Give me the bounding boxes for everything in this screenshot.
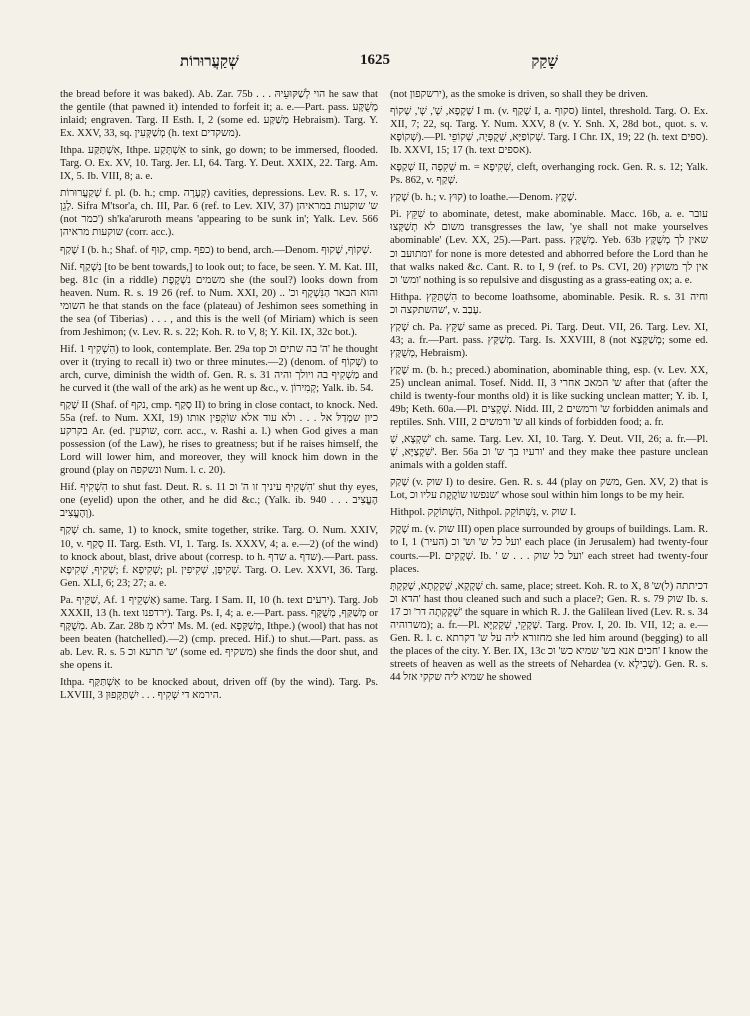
- entry-paragraph: שֶׁקֶץ m. (b. h.; preced.) abomination, abominable thing, esp. (v. Lev. XX, 25) unclean animal. Tosef. Nidd. II, 3 ש' המאכ אחרי after that (after the child is twenty-four months old) it is like sucking unclean matter; Y. ib. I, 49b; Keth. 60a.—Pl. שְׁקָצִים. Nidd. III, 2 ש' ורמשים forbidden animals and reptiles. Snh. VIII, 2 ש' ורמשים all kinds of forbidden food; a. fr.: [390, 364, 708, 429]
- entry-paragraph: שְׁקָקָא, שְׁקַקְתָא, שְׁקַקְתְּ ch. same, place; street. Koh. R. to X, 8 דכיתתה (ל)ש' הדא וכ' hast thou cleaned such and such a place?; Gen. R. s. 79 שוק Ib. s. 17 שְׁקָקְתָה דר' וכ' the square in which R. J. the Galilean lived (Lev. R. s. 34 משרוהיה); a. fr.—Pl. שְׁקָקֵי, שְׁקָקַיָּא. Targ. Prov. I, 20. Ib. VII, 12; a. e.—Gen. R. l. c. מחזורא ליה על ש' דקרתא she led him around (begging) to all the places of the city. Y. Ber. IX, 13c חכים אנא בש' שמיא כש' וכ' I know the streets of heaven as well as the streets of Nehardea (v. שְׁבִילָא). Gen. R. s. 44 שמיא ליה שקקי אזל he showed: [390, 580, 708, 683]
- entry-paragraph: שָׁקַץ (b. h.; v. קוּץ) to loathe.—Denom. שֶׁקֶץ.: [390, 192, 577, 204]
- entry-paragraph: שְׁקַץ ch. Pa. שַׁקֵּץ same as preced. Pi. Targ. Deut. VII, 26. Targ. Lev. XI, 43; a. fr.—Part. pass. מְשַׁקַּץ. Targ. Is. XXVIII, 8 (not מְשַׁקְּצַא; some ed. מְשֻׁקָּץ, Hebraism).: [390, 321, 708, 359]
- entry-paragraph: Hif. הִשְׁקִיף to shut fast. Deut. R. s. 11 הִשְׁקִיף עיניך זו ה' וכ' shut thy eyes, one (eyelid) upon the other, and he did &c.; (Yalk. ib. 940 הֶעֱצִיב . . . וְהֶעֱצִיב).: [60, 482, 378, 520]
- entry-paragraph: the bread before it was baked). Ab. Zar. 75b . . . הוי לְשַׁקּוּעֵיהּ he saw that the gentile (that pawned it) intended to forfeit it; a. e.—Part. pass. מְשֻׁקָּע inlaid; engraven. Targ. II Esth. I, 2 (some ed. מְשַׁקַּע Hebraism). Targ. Y. Ex. XXV, 33, sq. מְשַׁקְּעִין (h. text משקדים).: [60, 89, 378, 140]
- running-header: [0, 50, 750, 70]
- header-left-guide-word: שְׁקַעֲרוּרוֹת: [180, 52, 239, 70]
- left-column: [60, 88, 378, 1008]
- right-column: [390, 88, 708, 1008]
- entry-paragraph: שְׁקָפָא, שְׁ', שְׁ', שְׁקוֹף I m. (v. שָׁקַף I, a. סקוף) lintel, threshold. Targ. O. Ex. XII, 7; 22, sq. Targ. Y. Num. XXV, 8 (v. Y. Snh. X, 28d bot., quot. s. v. שְׁקוֹפָא).—Pl. שְׁקוֹפַיָּא, שְׁקֻפְּיָה, שְׁקוֹפֵי. Targ. I Chr. IX, 19; 22 (h. text ספים). Ib. XXVI, 15; 17 (h. text אספים).: [390, 106, 708, 157]
- entry-paragraph: Nif. נִשְׁקַף [to be bent towards,] to look out; to face, be seen. Y. M. Kat. III, beg. 81c (in a riddle) משמים נִשְׁקֶפֶת she (the soul?) looks down from heaven. Num. R. s. 19 26 (ref. to Num. XXI, 20) והוא הבאר הַנִּשְׁקָף וכ' .. השומי he that stands on the face (plateau) of Jeshimon sees something in the sea (of Tiberias) . . . , and this is the well (of Miriam) which is seen from Jeshimon; (v. Lev. R. s. 22; Koh. R. to V, 8; Y. Kil. IX, 32c bot.).: [60, 261, 378, 338]
- entry-paragraph: Ithpa. אִשְׁתַּקַּף to be knocked about, driven off (by the wind). Targ. Ps. LXVIII, 3 הירמא די שְׁקִיף . . . יִשְׁתַּקְּפוּן.: [60, 676, 378, 702]
- entry-paragraph: שִׁקְצָא, שְׁ' ch. same. Targ. Lev. XI, 10. Targ. Y. Deut. VII, 26; a. fr.—Pl. שִׁקְצַיָּא, שְׁ'. Ber. 56a ורעיו בך ש' וכ' and they make thee pasture unclean animals with a golden staff.: [390, 434, 708, 472]
- entry-paragraph: Ithpa. אִשְׁתַּקַּע, Ithpe. אִשְׁתְּקַע to sink, go down; to be immersed, flooded. Targ. O. Ex. XV, 10. Targ. Jer. LI, 64. Targ. Y. Deut. XXIX, 22. Targ. Am. IX, 5. Ib. VIII, 8; a. e.: [60, 145, 378, 183]
- entry-paragraph: Hithpol. הִשְׁתּוֹקֵק, Nithpol. נִשְׁתּוֹקֵק, v. שוק I.: [390, 507, 577, 519]
- entry-paragraph: Hithpa. הִשְׁתַּקֵּץ to become loathsome, abominable. Pesik. R. s. 31 וחיה שהשתקצה וכ', v. עָבַב.: [390, 291, 708, 316]
- entry-paragraph: שְׁקַעֲרוּרוֹת f. pl. (b. h.; cmp. קְעָרָה) cavities, depressions. Lev. R. s. 17, v. לָגֵן. Sifra M'tsor'a, ch. III, Par. 6 (ref. to Lev. XIV, 37) ש' שוקעות במראיהן (not כמר') sh'ka'aruroth means 'appearing to be sunk in'; Yalk. Lev. 566 שוקעות מראיהן (corr. acc.).: [60, 188, 378, 239]
- entry-paragraph: שָׁקַף I (b. h.; Shaf. of קוּף, cmp. כפף) to bend, arch.—Denom. שְׁקוֹף, שָׁקוּף.: [60, 244, 372, 256]
- entry-paragraph: Hif. הִשְׁקִיף 1) to look, contemplate. Ber. 29a top ה' בה שתים וכ' he thought over it (trying to recall it) two or three minutes.—2) (denom. of שְׁקוֹף) to arch, curve, diminish the width of. Gen. R. s. 31 מַשְׁקִיף בה ויולך והיה and he curved it (the wall of the ark) as he went up &c., v. קְמִירוֹן; Yalk. ib. 54.: [60, 343, 378, 394]
- page-number: 1625: [360, 52, 390, 68]
- entry-paragraph: שְׁקַפָא II, שְׁקִפָה m. = שְׁקִיפָא, cleft, overhanging rock. Gen. R. s. 12; Yalk. Ps. 862, v. שְׁקַף.: [390, 162, 708, 187]
- entry-paragraph: (not ירשקפון), as the smoke is driven, so shall they be driven.: [390, 89, 649, 100]
- entry-paragraph: שְׁקַף ch. same, 1) to knock, smite together, strike. Targ. O. Num. XXIV, 10, v. סְקַף II. Targ. Esth. VI, 1. Targ. Is. XXXV, 4; a. e.—2) (of the wind) to knock about, blast, drive about (corresp. to h. שדף a. שדף).—Part. pass. שְׁקִיף, שְׁקִיפָא; f. שְׁקִיפָא; pl. שְׁקִיפָן, שְׁקִיפִין. Targ. O. Lev. XXVI, 36. Targ. Gen. XLI, 6; 23; 27; a. e.: [60, 525, 378, 589]
- entry-paragraph: שֶׁקֶק m. (v. שוק III) open place surrounded by groups of buildings. Lam. R. to I, 1 (העיר) ועל כל ש' וש' וכ' each place (in Jerusalem) had twenty-four courts.—Pl. שְׁקָקִים. Ib. ' ועל כל שוק . . . ש' each street had twenty-four places.: [390, 524, 708, 575]
- entry-paragraph: Pa. שַׁקֵּיף, Af. אַשְׁקֵיף 1) same. Targ. I Sam. II, 10 (h. text ירעים). Targ. Job XXXII, 13 (h. text ירדפנו). Targ. Ps. I, 4; a. e.—Part. pass. מְשַׁקַּף, מְשֻׁקָּף or מְשֻׁקָּף. Ab. Zar. 28b דלא מְ' Ms. M. (ed. מְשַׁקְּפָא, Ithpe.) (wool) that has not been beaten (hatchelled).—2) (cmp. preced. Hif.) to shut.—Part. pass. as ab. Lev. R. s. 5 ש' תרעא וכ' (some ed. משקיף) she finds the door shut, and she opens it.: [60, 594, 378, 671]
- entry-paragraph: שָׁקַף II (Shaf. of נקף, cmp. סָקַף II) to bring in close contact, to knock. Ned. 55a (ref. to Num. XXI, 19) כיון שמְדַלּ אל . . . ולא עוד אלא שוֹקְפִין אותו בקרקע Ar. (ed. שוקעין, corr. acc., v. Rashi a. l.) when God gives a man possession (of the Law), he rises to greatness; but if he raises himself, the Lord will lower him, and moreover, they will knock him down in the ground (play on ונשקפה Num. l. c. 20).: [60, 400, 378, 477]
- header-right-guide-word: שָׁקַק: [531, 52, 558, 70]
- entry-paragraph: Pi. שִׁקֵּץ to abominate, detest, make abominable. Macc. 16b, a. e. עובר משום לא תְשַׁקְּצוּ transgresses the law, 'ye shall not make yourselves abominable' (Lev. XX, 25).—Part. pass. מְשֻׁקָּץ. Yeb. 63b שאין לך מְשֻׁקָּץ ומתועב וכ' for none is more detested and abhorred before the Lord than he that walks naked &c. Cant. R. to I, 9 (ref. to Ps. CVI, 20) אין לך משוקץ ומש' וכ' nothing is so repulsive and disgusting as a grass-eating ox; a. e.: [390, 209, 708, 286]
- entry-paragraph: שָׁקַק (v. שוק I) to desire. Gen. R. s. 44 (play on משק, Gen. XV, 2) that is Lot, שנפשו שוֹקֶקֶת עליו וכ' whose soul within him longs to be my heir.: [390, 477, 708, 502]
